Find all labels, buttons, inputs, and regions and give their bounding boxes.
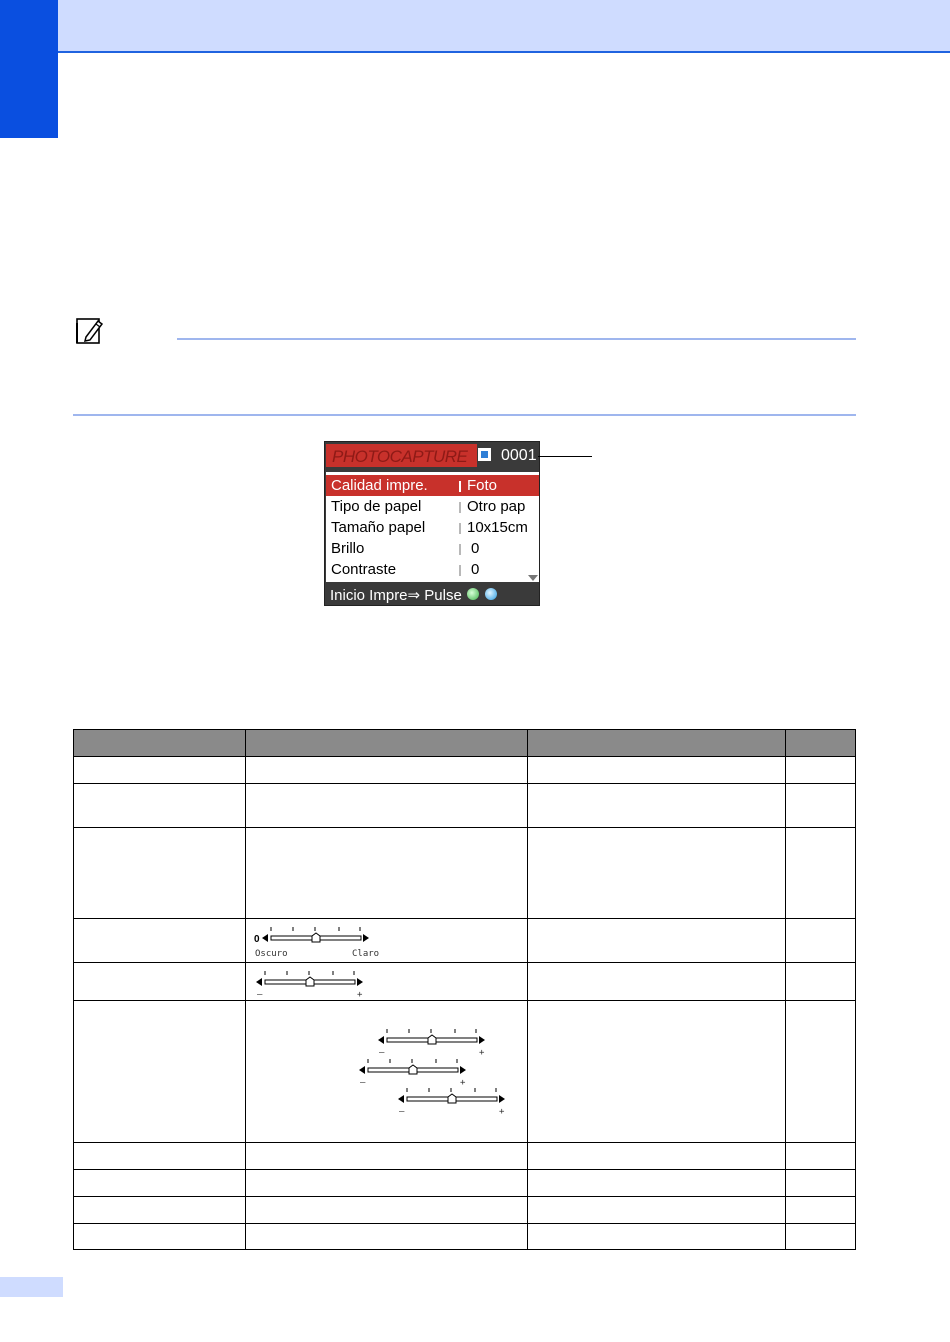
slider-minus-label: – [399, 1107, 405, 1117]
settings-table [73, 729, 856, 1250]
density-light-label: Claro [352, 949, 380, 959]
lcd-menu-row[interactable] [326, 538, 539, 559]
table-rule [73, 1000, 856, 1001]
color-slider-2 [356, 1057, 486, 1087]
green-start-button-icon [467, 588, 479, 600]
table-rule [73, 918, 856, 919]
lcd-screen [324, 441, 540, 606]
table-rule [527, 729, 528, 1250]
lcd-row-separator [459, 544, 461, 555]
slider-plus-label: + [460, 1078, 466, 1088]
scroll-down-arrow-icon[interactable] [528, 575, 538, 581]
lcd-row-value: Foto [467, 477, 498, 494]
memory-card-icon-inner [481, 451, 488, 458]
table-rule [855, 729, 856, 1250]
note-pencil-icon [76, 317, 104, 345]
lcd-row-label: Calidad impre. [331, 477, 428, 494]
density-zero-label: 0 [254, 934, 260, 945]
table-rule [73, 1169, 856, 1170]
slider-minus-label: – [379, 1048, 385, 1058]
table-rule [73, 1196, 856, 1197]
lcd-row-label: Tamaño papel [331, 519, 426, 536]
color-slider-3 [395, 1086, 525, 1116]
table-rule [245, 729, 246, 1250]
lcd-menu-row[interactable] [326, 559, 539, 580]
lcd-row-value: 0 [471, 540, 480, 557]
note-rule-bottom [73, 414, 856, 416]
table-rule [73, 1142, 856, 1143]
header-band [58, 0, 950, 53]
lcd-row-label: Brillo [331, 540, 365, 557]
contrast-plus-label: + [357, 990, 363, 1000]
table-header-row [73, 729, 856, 756]
lcd-title-bar [326, 444, 477, 467]
table-rule [73, 1223, 856, 1224]
lcd-row-separator [459, 523, 461, 534]
blue-start-button-icon [485, 588, 497, 600]
lcd-row-separator [459, 565, 461, 576]
density-slider [253, 925, 383, 959]
table-rule [785, 729, 786, 1250]
lcd-menu [326, 472, 539, 582]
lcd-footer: Inicio Impre⇒ Pulse [330, 587, 462, 604]
color-slider-1 [375, 1027, 505, 1057]
lcd-row-value: Otro pap [467, 498, 526, 515]
chapter-tab [0, 0, 58, 138]
contrast-slider [253, 969, 383, 999]
table-rule [73, 827, 856, 828]
slider-plus-label: + [499, 1107, 505, 1117]
contrast-minus-label: – [257, 990, 263, 1000]
table-rule [73, 962, 856, 963]
table-rule [73, 756, 856, 757]
page-number-tab [0, 1277, 63, 1297]
lcd-row-label: Contraste [331, 561, 397, 578]
slider-minus-label: – [360, 1078, 366, 1088]
memory-card-icon [478, 448, 491, 461]
lcd-row-value: 0 [471, 561, 480, 578]
table-rule [73, 1249, 856, 1250]
lcd-row-label: Tipo de papel [331, 498, 422, 515]
slider-plus-label: + [479, 1048, 485, 1058]
density-dark-label: Oscuro [255, 949, 288, 959]
table-rule [73, 729, 74, 1250]
lcd-menu-row[interactable] [326, 475, 539, 496]
table-rule [73, 729, 856, 730]
lcd-menu-row[interactable] [326, 517, 539, 538]
note-rule-top [177, 338, 856, 340]
lcd-row-value: 10x15cm [467, 519, 528, 536]
lcd-row-separator [459, 502, 461, 513]
lcd-counter: 0001 [501, 447, 537, 464]
lcd-menu-row[interactable] [326, 496, 539, 517]
lcd-row-separator [459, 481, 461, 492]
table-rule [73, 783, 856, 784]
lcd-title: PHOTOCAPTURE [332, 447, 468, 466]
callout-line [538, 456, 592, 457]
